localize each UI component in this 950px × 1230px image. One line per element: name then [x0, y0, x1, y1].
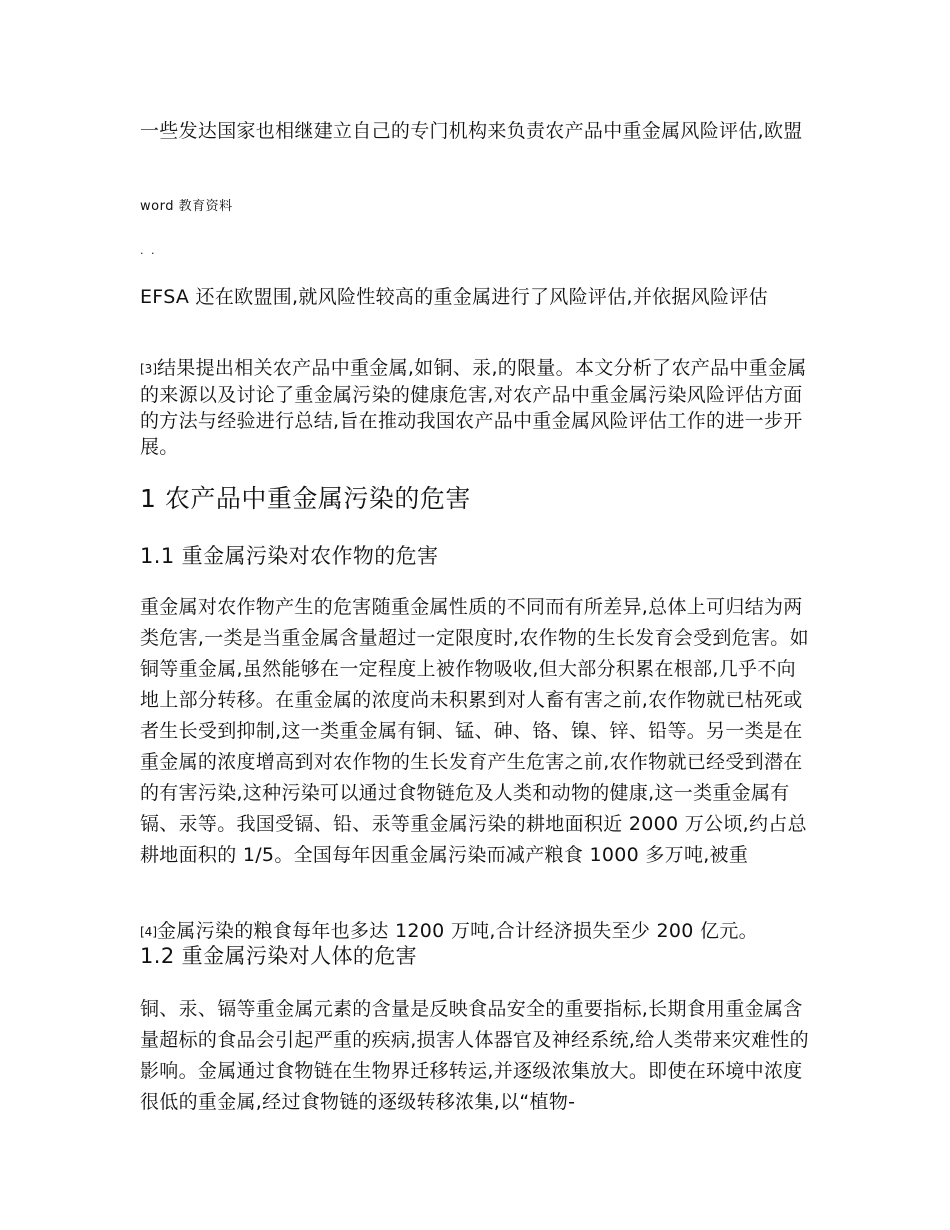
- paragraph-intro-b: EFSA 还在欧盟围,就风险性较高的重金属进行了风险评估,并依据风险评估: [140, 286, 768, 308]
- section-heading-1: 1 农产品中重金属污染的危害: [140, 484, 471, 513]
- paragraph-intro-a: 一些发达国家也相继建立自己的专门机构来负责农产品中重金属风险评估,欧盟: [140, 120, 803, 142]
- paragraph-1-1-tail-text: 金属污染的粮食每年也多达 1200 万吨,合计经济损失至少 200 亿元。: [157, 920, 758, 942]
- paragraph-intro-c: [140, 355, 815, 460]
- reference-mark-4: [4]: [140, 925, 157, 939]
- section-heading-1-1: 1.1 重金属污染对农作物的危害: [140, 544, 439, 568]
- paragraph-intro-c-text: 结果提出相关农产品中重金属,如铜、汞,的限量。本文分析了农产品中重金属的来源以及讨论了重金属污染的健康危害,对农产品中重金属污染风险评估方面的方法与经验进行总结,旨在推动我国农产品中重金属风险评估工作的进一步开展。: [140, 357, 807, 458]
- reference-mark-3: [3]: [140, 362, 157, 376]
- footer-label: word 教育资料: [140, 199, 233, 214]
- paragraph-1-1: 重金属对农作物产生的危害随重金属性质的不同而有所差异,总体上可归结为两类危害,一类是当重金属含量超过一定限度时,农作物的生长发育会受到危害。如铜等重金属,虽然能够在一定程度上被作物吸收,但大部分积累在根部,几乎不向地上部分转移。在重金属的浓度尚未积累到对人畜有害之前,农作物就已枯死或者生长受到抑制,这一类重金属有铜、锰、砷、铬、镍、锌、铅等。另一类是在重金属的浓度增高到对农作物的生长发育产生危害之前,农作物就已经受到潜在的有害污染,这种污染可以通过食物链危及人类和动物的健康,这一类重金属有镉、汞等。我国受镉、铅、汞等重金属污染的耕地面积近 2000 万公顷,约占总耕地面积的 1/5。全国每年因重金属污染而减产粮食 1000 多万吨,被重: [140, 596, 809, 866]
- header-dots: . .: [140, 244, 157, 257]
- section-heading-1-2: 1.2 重金属污染对人体的危害: [140, 944, 418, 968]
- paragraph-1-2: 铜、汞、镉等重金属元素的含量是反映食品安全的重要指标,长期食用重金属含量超标的食品会引起严重的疾病,损害人体器官及神经系统,给人类带来灾难性的影响。金属通过食物链在生物界迁移转运,并逐级浓集放大。即使在环境中浓度很低的重金属,经过食物链的逐级转移浓集,以“植物-: [140, 998, 809, 1113]
